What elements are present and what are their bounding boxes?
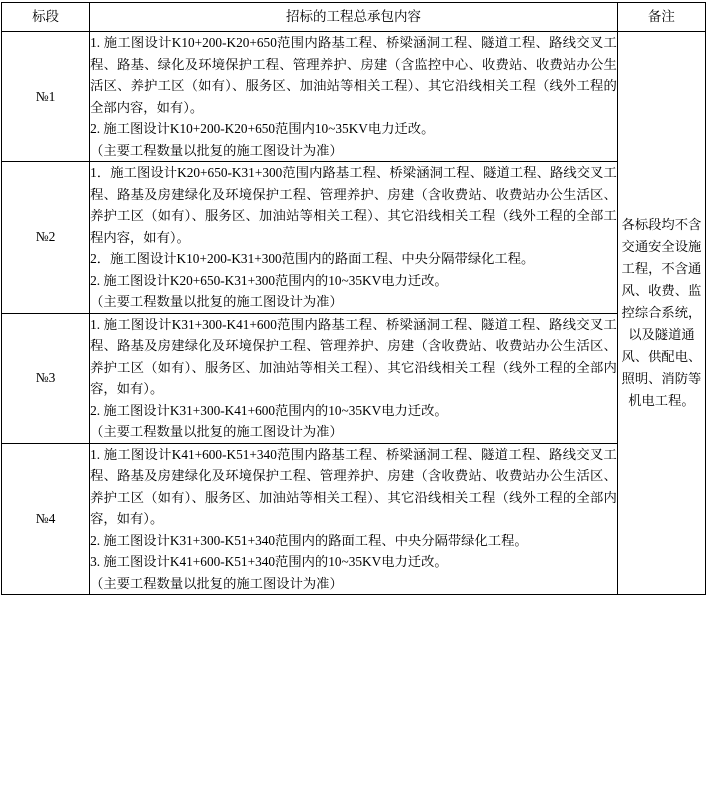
column-header-lot: 标段 [2, 3, 90, 32]
table-row [2, 162, 706, 314]
scope-line: 2. 施工图设计K31+300-K41+600范围内的10~35KV电力迁改。 [90, 402, 448, 418]
remark-content: 各标段均不含交通安全设施工程，不含通风、收费、监控综合系统，以及隧道通风、供配电、照明、消防等机电工程。 [617, 32, 705, 595]
scope-line: （主要工程数量以批复的施工图设计为准） [90, 424, 343, 439]
scope-content-3 [90, 313, 618, 443]
scope-line: 2. 施工图设计K31+300-K51+340范围内的路面工程、中央分隔带绿化工程。 [90, 532, 528, 548]
scope-line: （主要工程数量以批复的施工图设计为准） [90, 142, 343, 158]
column-header-content: 招标的工程总承包内容 [90, 3, 618, 32]
scope-content-2 [90, 162, 618, 314]
lot-label-2: №2 [2, 162, 90, 314]
table-row [2, 313, 706, 443]
scope-line: 1. 施工图设计K41+600-K51+340范围内路基工程、桥梁涵洞工程、隧道工程、路线交叉工程、路基及房建绿化及环境保护工程、管理养护、房建（含收费站、收费站办公生活区、养护工区（如有）、服务区、加油站等相关工程）、其它沿线相关工程（线外工程的全部内容，如有）。 [90, 446, 617, 526]
lot-label-4: №4 [2, 443, 90, 595]
table-header [2, 3, 706, 32]
scope-line: （主要工程数量以批复的施工图设计为准） [90, 575, 343, 591]
bid-scope-table [1, 2, 706, 595]
scope-line: 1．施工图设计K20+650-K31+300范围内路基工程、桥梁涵洞工程、隧道工程、路线交叉工程、路基及房建绿化及环境保护工程、管理养护、房建（含收费站、收费站办公生活区、养护工区（如有）、服务区、加油站等相关工程）、其它沿线相关工程（线外工程的全部工程内容，如有）。 [90, 165, 617, 245]
scope-line: 1. 施工图设计K10+200-K20+650范围内路基工程、桥梁涵洞工程、隧道工程、路线交叉工程、路基、绿化及环境保护工程、管理养护、房建（含监控中心、收费站、收费站办公生活区、养护工区（如有）、服务区、加油站等相关工程）、其它沿线相关工程（线外工程的全部内容，如有）。 [90, 35, 617, 115]
scope-content-4 [90, 443, 618, 595]
table-row [2, 32, 706, 162]
scope-line: 3. 施工图设计K41+600-K51+340范围内的10~35KV电力迁改。 [90, 554, 448, 569]
table-row [2, 443, 706, 595]
scope-content-1 [90, 32, 618, 162]
scope-line: （主要工程数量以批复的施工图设计为准） [90, 294, 343, 309]
scope-line: 2．施工图设计K10+200-K31+300范围内的路面工程、中央分隔带绿化工程。 [90, 251, 535, 266]
table-body [2, 32, 706, 595]
table-header-row [2, 3, 706, 32]
scope-line: 2. 施工图设计K10+200-K20+650范围内10~35KV电力迁改。 [90, 121, 435, 136]
scope-line: 1. 施工图设计K31+300-K41+600范围内路基工程、桥梁涵洞工程、隧道工程、路线交叉工程、路基及房建绿化及环境保护工程、管理养护、房建（含收费站、收费站办公生活区、养护工区（如有）、服务区、加油站等相关工程）、其它沿线相关工程（线外工程的全部内容，如有）。 [90, 316, 617, 396]
lot-label-1: №1 [2, 32, 90, 162]
scope-line: 2. 施工图设计K20+650-K31+300范围内的10~35KV电力迁改。 [90, 272, 448, 288]
column-header-remark: 备注 [617, 3, 705, 32]
lot-label-3: №3 [2, 313, 90, 443]
